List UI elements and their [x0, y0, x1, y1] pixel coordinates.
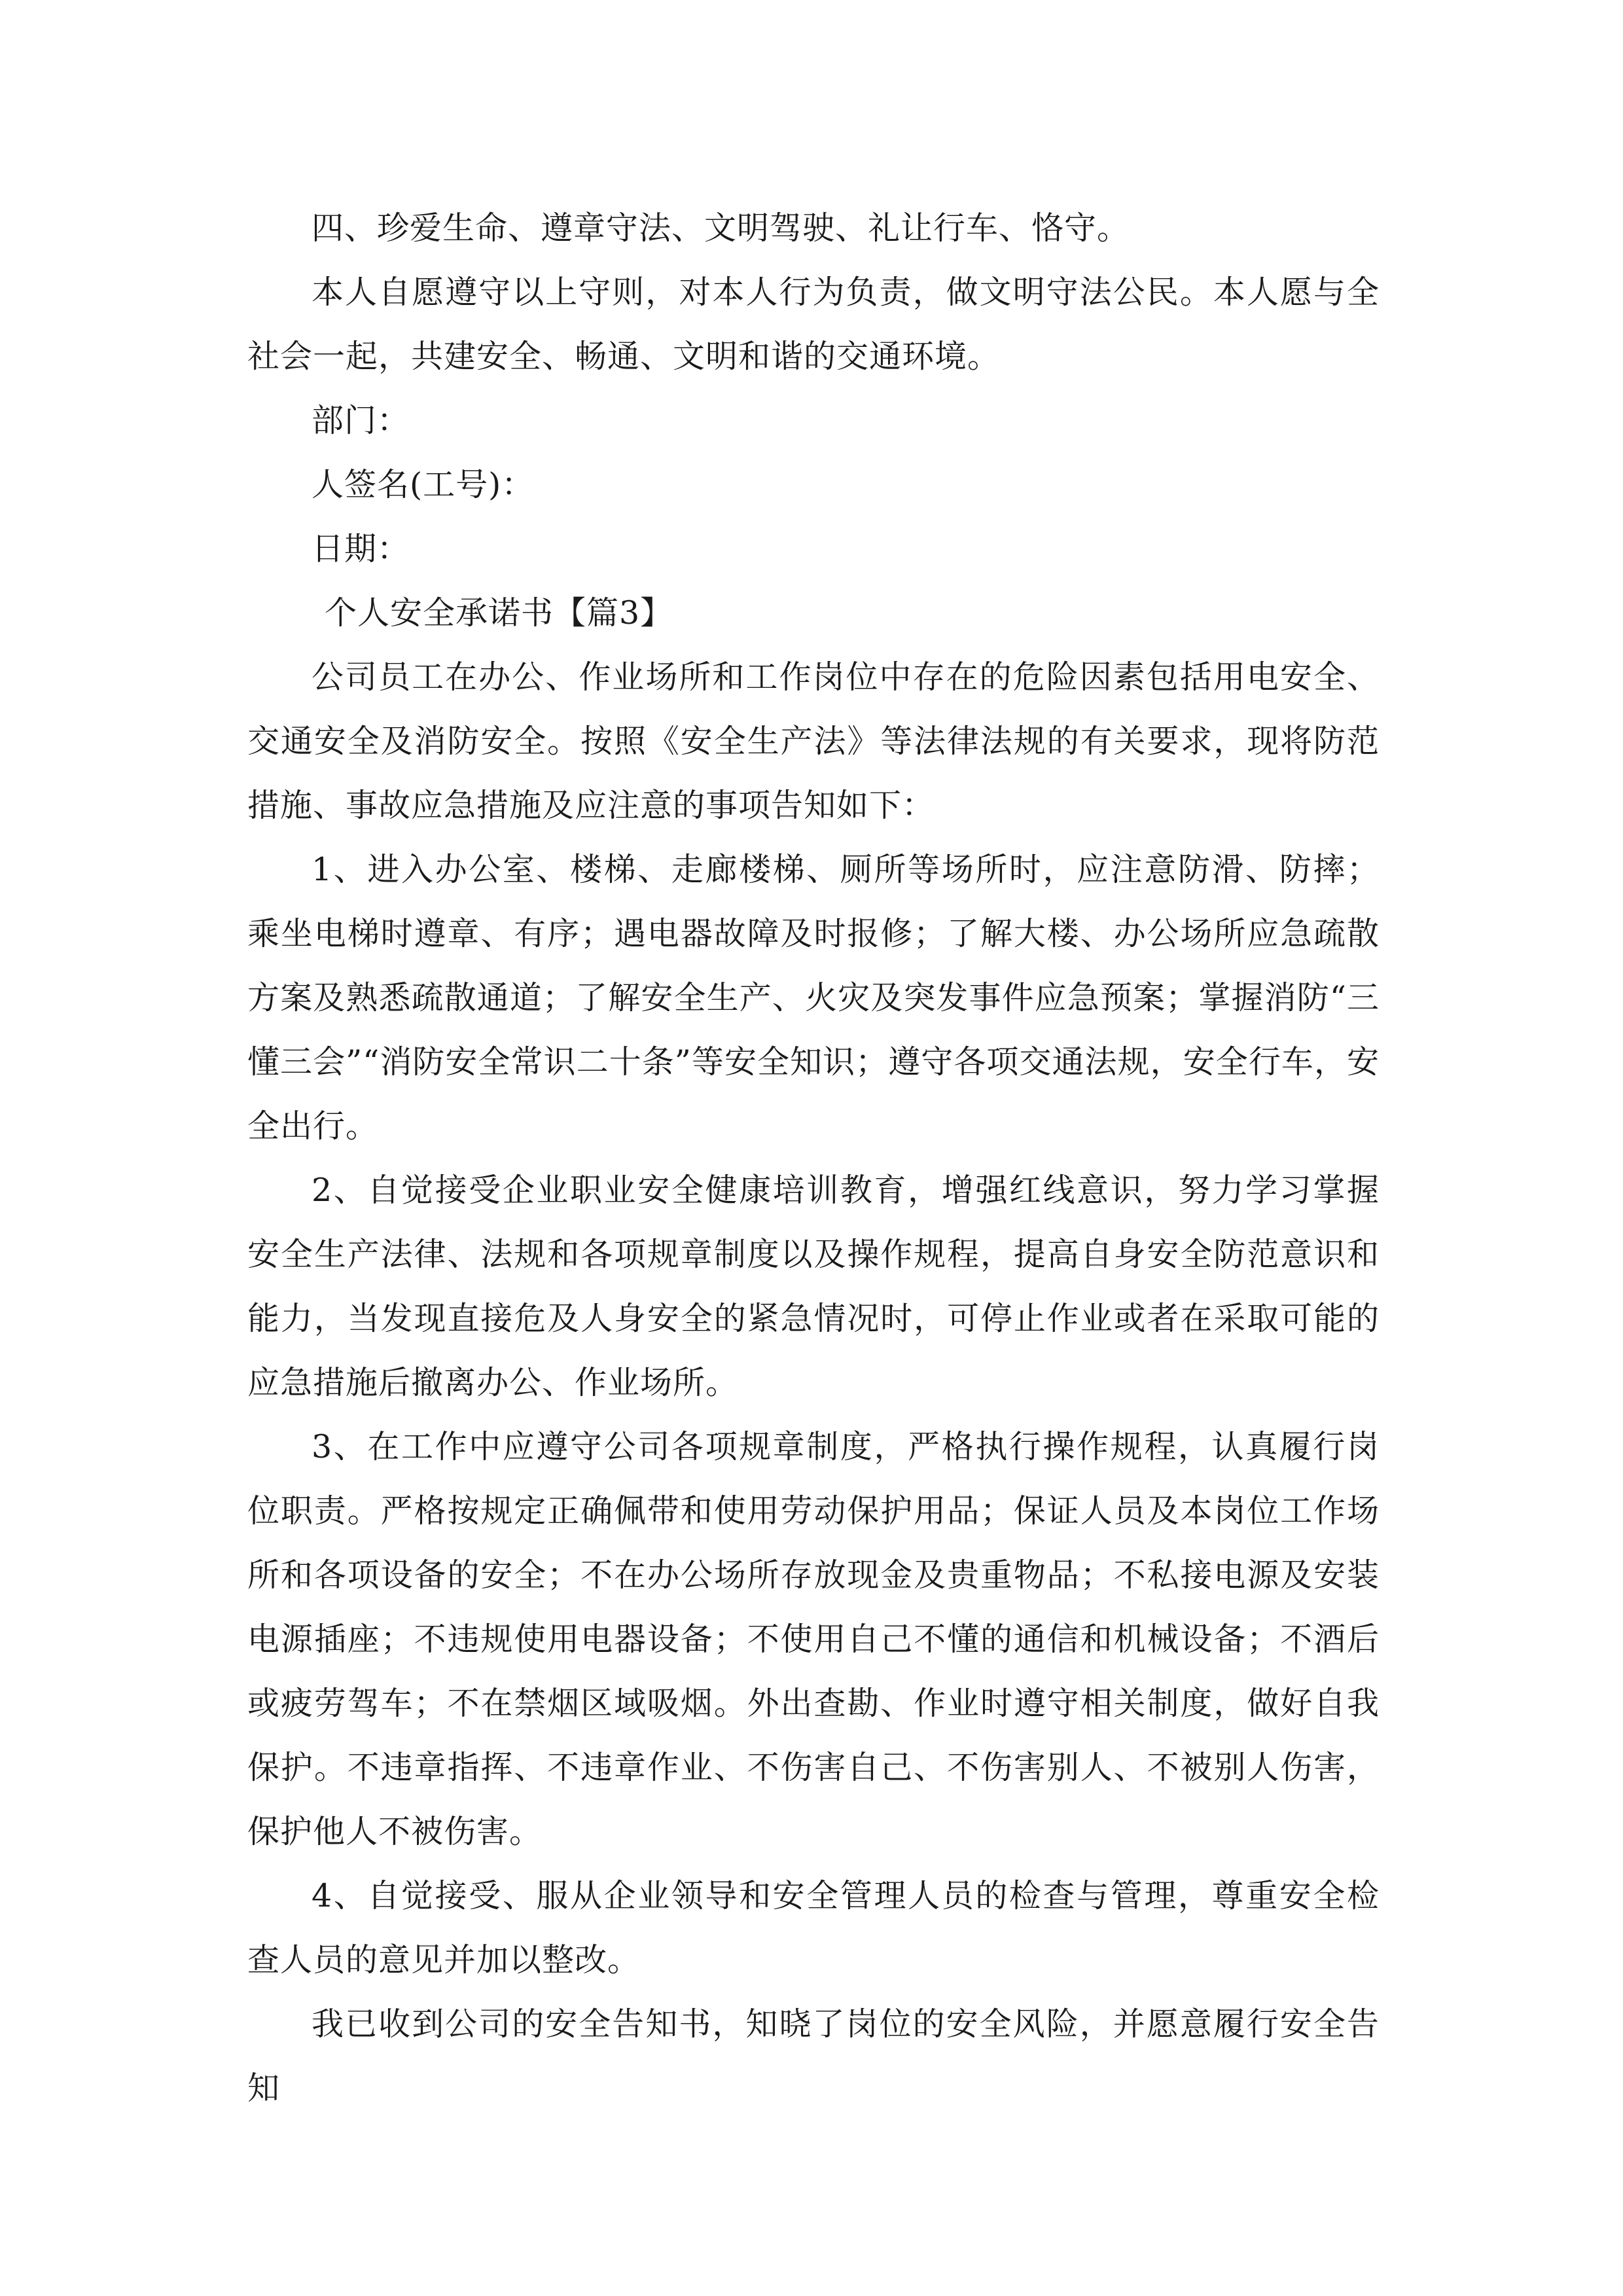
paragraph-item-3: 3、在工作中应遵守公司各项规章制度，严格执行操作规程，认真履行岗位职责。严格按规定正确佩带和使用劳动保护用品；保证人员及本岗位工作场所和各项设备的安全；不在办公场所存放现金及贵重物品；不私接电源及安装电源插座；不违规使用电器设备；不使用自己不懂的通信和机械设备；不酒后或疲劳驾车；不在禁烟区域吸烟。外出查勘、作业时遵守相关制度，做好自我保护。不违章指挥、不违章作业、不伤害自己、不伤害别人、不被别人伤害，保护他人不被伤害。 — [247, 1428, 1380, 1850]
document-body — [247, 196, 1380, 2121]
field-signature: 人签名(工号)： — [312, 466, 535, 503]
field-department: 部门： — [312, 402, 410, 439]
paragraph-rule-four: 四、珍爱生命、遵章守法、文明驾驶、礼让行车、恪守。 — [312, 209, 1130, 247]
paragraph-closing: 我已收到公司的安全告知书，知晓了岗位的安全风险，并愿意履行安全告知 — [247, 2005, 1380, 2107]
paragraph-item-2: 2、自觉接受企业职业安全健康培训教育，增强红线意识，努力学习掌握安全生产法律、法规和各项规章制度以及操作规程，提高自身安全防范意识和能力，当发现直接危及人身安全的紧急情况时，可停止作业或者在采取可能的应急措施后撤离办公、作业场所。 — [247, 1172, 1380, 1401]
paragraph-item-4: 4、自觉接受、服从企业领导和安全管理人员的检查与管理，尊重安全检查人员的意见并加以整改。 — [247, 1877, 1380, 1979]
field-date: 日期： — [312, 530, 410, 567]
paragraph-intro: 公司员工在办公、作业场所和工作岗位中存在的危险因素包括用电安全、交通安全及消防安全。按照《安全生产法》等法律法规的有关要求，现将防范措施、事故应急措施及应注意的事项告知如下： — [247, 658, 1380, 824]
paragraph-item-1: 1、进入办公室、楼梯、走廊楼梯、厕所等场所时，应注意防滑、防摔；乘坐电梯时遵章、有序；遇电器故障及时报修；了解大楼、办公场所应急疏散方案及熟悉疏散通道；了解安全生产、火灾及突发事件应急预案；掌握消防“三懂三会”“消防安全常识二十条”等安全知识；遵守各项交通法规，安全行车，安全出行。 — [247, 851, 1380, 1145]
section-title: 个人安全承诺书【篇3】 — [325, 594, 673, 632]
paragraph-pledge: 本人自愿遵守以上守则，对本人行为负责，做文明守法公民。本人愿与全社会一起，共建安全、畅通、文明和谐的交通环境。 — [247, 274, 1380, 375]
